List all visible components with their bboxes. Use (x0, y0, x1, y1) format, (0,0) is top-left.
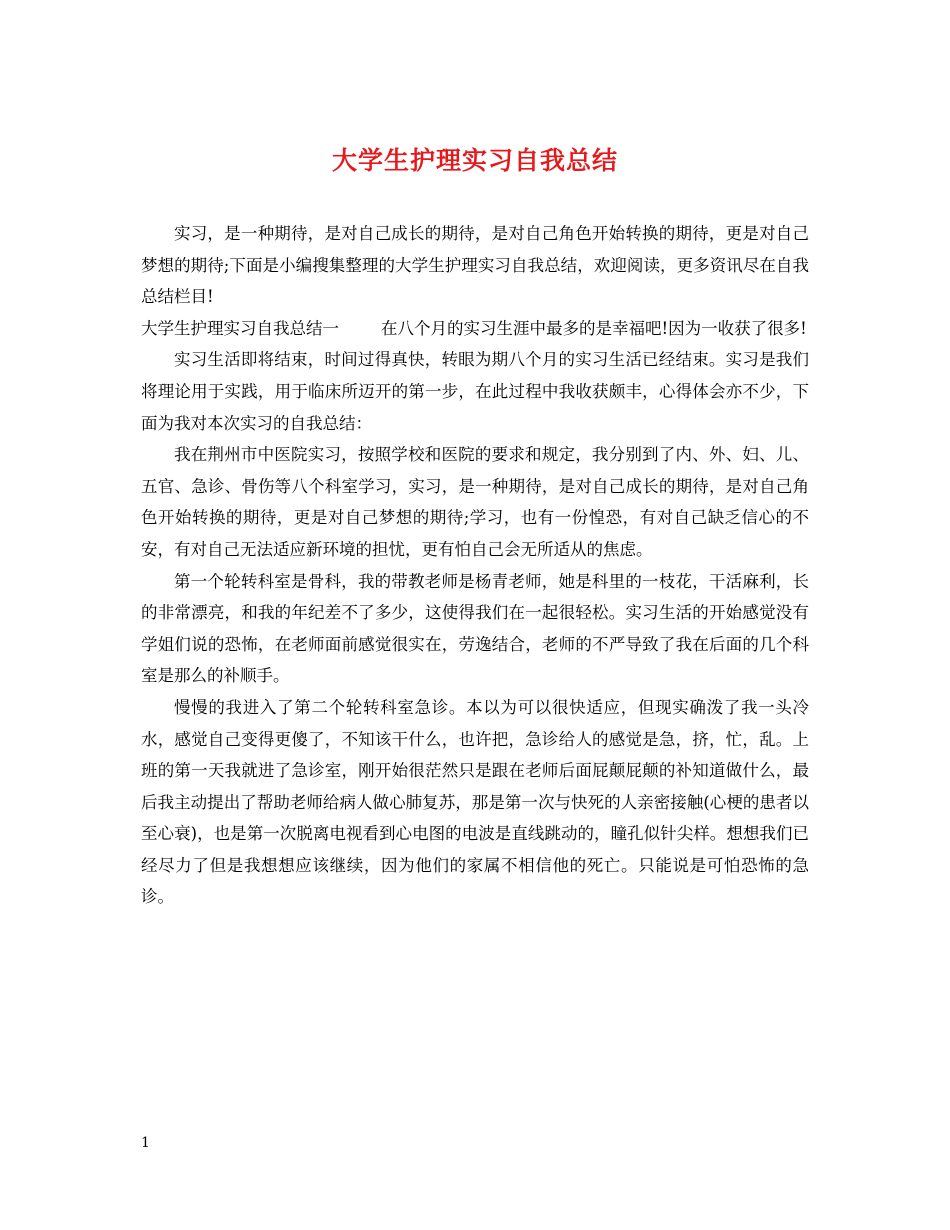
section-first-paragraph (141, 313, 809, 345)
intro-paragraph: 实习，是一种期待，是对自己成长的期待，是对自己角色开始转换的期待，更是对自己梦想的期待;下面是小编搜集整理的大学生护理实习自我总结，欢迎阅读，更多资讯尽在自我总结栏目! (141, 224, 809, 307)
document-body (141, 218, 809, 913)
page-number: 1 (141, 1135, 150, 1151)
body-paragraph-3: 第一个轮转科室是骨科，我的带教老师是杨青老师，她是科里的一枝花，干活麻利，长的非常漂亮，和我的年纪差不了多少，这使得我们在一起很轻松。实习生活的开始感觉没有学姐们说的恐怖，在老师面前感觉很实在，劳逸结合，老师的不严导致了我在后面的几个科室是那么的补顺手。 (141, 571, 809, 686)
document-title: 大学生护理实习自我总结 (331, 146, 618, 175)
section-heading: 大学生护理实习自我总结一 (141, 318, 339, 338)
body-paragraph-2: 我在荆州市中医院实习，按照学校和医院的要求和规定，我分别到了内、外、妇、儿、五官、急诊、骨伤等八个科室学习，实习，是一种期待，是对自己成长的期待，是对自己角色开始转换的期待，更是对自己梦想的期待;学习，也有一份惶恐，有对自己缺乏信心的不安，有对自己无法适应新环境的担忧，更有怕自己会无所适从的焦虑。 (141, 445, 809, 559)
section-lead: 在八个月的实习生涯中最多的是幸福吧!因为一收获了很多! (380, 318, 807, 338)
body-paragraph-1: 实习生活即将结束，时间过得真快，转眼为期八个月的实习生活已经结束。实习是我们将理论用于实践，用于临床所迈开的第一步，在此过程中我收获颇丰，心得体会亦不少，下面为我对本次实习的自我总结： (141, 350, 809, 433)
body-paragraph-4: 慢慢的我进入了第二个轮转科室急诊。本以为可以很快适应，但现实确泼了我一头冷水，感觉自己变得更傻了，不知该干什么，也许把，急诊给人的感觉是急，挤，忙，乱。上班的第一天我就进了急诊室，刚开始很茫然只是跟在老师后面屁颠屁颠的补知道做什么，最后我主动提出了帮助老师给病人做心肺复苏，那是第一次与快死的人亲密接触(心梗的患者以至心衰)，也是第一次脱离电视看到心电图的电波是直线跳动的，瞳孔似针尖样。想想我们已经尽力了但是我想想应该继续，因为他们的家属不相信他的死亡。只能说是可怕恐怖的急诊。 (141, 697, 809, 907)
heading-gap (339, 319, 381, 338)
